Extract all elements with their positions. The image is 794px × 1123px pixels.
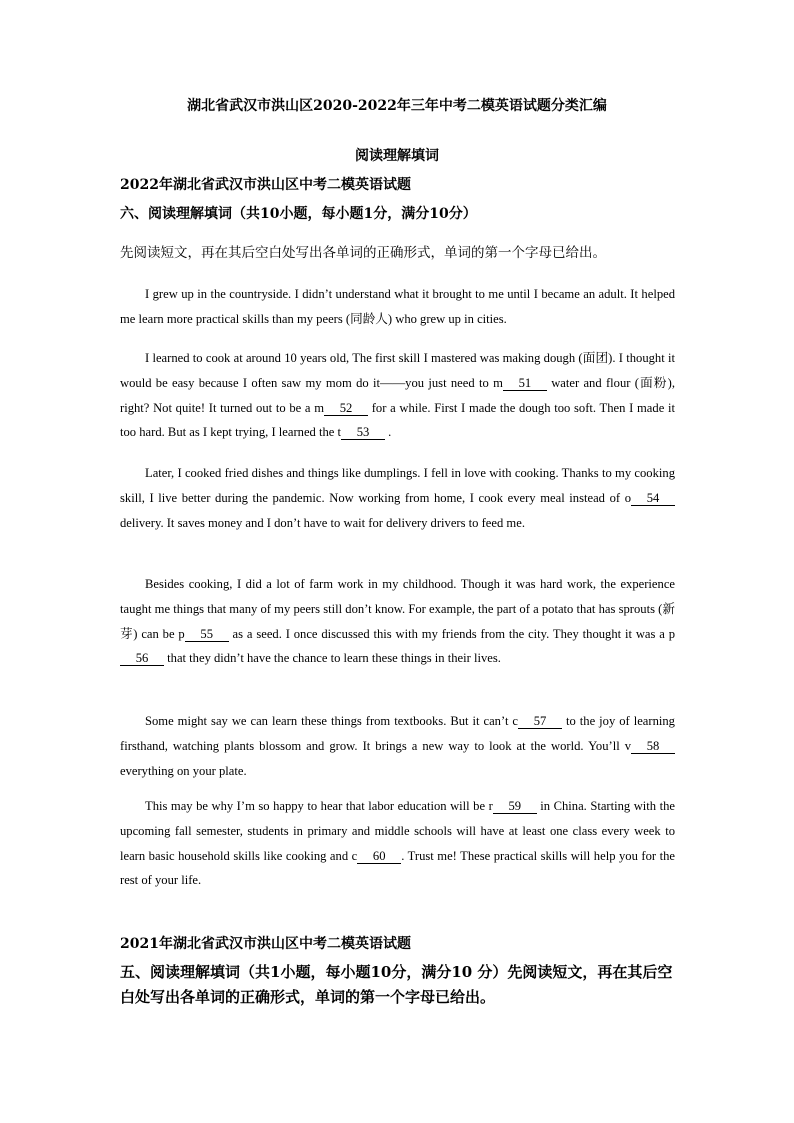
- section-2022-instruction: 先阅读短文，再在其后空白处写出各单词的正确形式，单词的第一个字母已给出。: [120, 245, 606, 261]
- blank-51: 51: [503, 376, 547, 391]
- section-2021-part-heading: 五、阅读理解填词（共1小题，每小题10分，满分10 分）先阅读短文，再在其后空白处写出各单词的正确形式，单词的第一个字母已给出。: [120, 963, 673, 1006]
- paragraph-3-text-a: Later, I cooked fried dishes and things like dumplings. I fell in love with cooking. Thanks to my cooking skill, I live better during the pandemic. Now working from home, I cook every meal instead of o: [120, 466, 675, 505]
- blank-58: 58: [631, 739, 675, 754]
- paragraph-3-text-b: delivery. It saves money and I don’t have to wait for delivery drivers to feed me.: [120, 515, 525, 530]
- paragraph-5-text-b: to the joy of learning firsthand, watching plants blossom and grow. It brings a new way to look at the world. You’ll v: [120, 714, 675, 753]
- blank-53: 53: [341, 425, 385, 440]
- blank-59: 59: [493, 799, 537, 814]
- paragraph-2-text-a: I learned to cook at around 10 years old, The first skill I mastered was making dough (面团). I thought it would be easy because I often saw my mom do it——you just need to m: [120, 351, 675, 390]
- blank-56: 56: [120, 651, 164, 666]
- paragraph-1: [120, 282, 675, 332]
- blank-52: 52: [324, 401, 368, 416]
- blank-60: 60: [357, 849, 401, 864]
- paragraph-4: [120, 572, 675, 671]
- paragraph-6-text-a: This may be why I’m so happy to hear that labor education will be r: [145, 799, 493, 813]
- paragraph-4-text-b: as a seed. I once discussed this with my friends from the city. They thought it was a p: [228, 626, 675, 641]
- blank-57: 57: [518, 714, 562, 729]
- paragraph-5: [120, 709, 675, 783]
- paragraph-2-text-c: for a while. First I made the dough too soft. Then I made it too hard. But as I kept trying, I learned the t: [120, 400, 675, 440]
- paragraph-2: [120, 346, 675, 445]
- paragraph-2-text-b: water and flour (面粉), right? Not quite! It turned out to be a m: [120, 375, 675, 415]
- section-2022-year-heading: 2022年湖北省武汉市洪山区中考二模英语试题: [120, 177, 411, 193]
- paragraph-1-text: I grew up in the countryside. I didn’t understand what it brought to me until I became an adult. It helped me learn more practical skills than my peers (同龄人) who grew up in cities.: [120, 287, 675, 326]
- blank-55: 55: [185, 627, 229, 642]
- document-subtitle: 阅读理解填词: [355, 148, 439, 164]
- section-2021-year-heading: 2021年湖北省武汉市洪山区中考二模英语试题: [120, 936, 411, 952]
- document-title: 湖北省武汉市洪山区2020-2022年三年中考二模英语试题分类汇编: [187, 98, 607, 114]
- paragraph-2-text-d: .: [385, 425, 392, 440]
- paragraph-6-text-b: in China. Starting with the upcoming fall semester, students in primary and middle schools will have at least one class every week to learn basic household skills like cooking and c: [120, 799, 675, 863]
- paragraph-5-text-a: Some might say we can learn these things from textbooks. But it can’t c: [145, 714, 519, 728]
- paragraph-6: [120, 794, 675, 893]
- section-2022-part-heading: 六、阅读理解填词（共10小题，每小题1分，满分10分）: [120, 206, 477, 222]
- paragraph-6-text-c: . Trust me! These practical skills will help you for the rest of your life.: [120, 848, 675, 888]
- paragraph-4-text-a: Besides cooking, I did a lot of farm work in my childhood. Though it was hard work, the experience taught me things that many of my peers still don’t know. For example, the part of a potato that has sprouts (新芽) can be p: [120, 577, 675, 641]
- paragraph-5-text-c: everything on your plate.: [120, 763, 247, 778]
- paragraph-4-text-c: that they didn’t have the chance to learn these things in their lives.: [164, 651, 501, 666]
- blank-54: 54: [631, 491, 675, 506]
- paragraph-3: [120, 461, 675, 535]
